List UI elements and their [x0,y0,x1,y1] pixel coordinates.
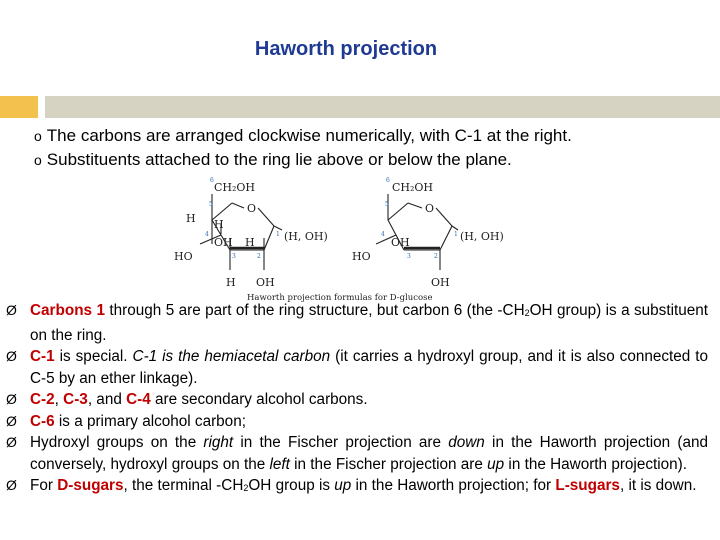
list-text: , it is down. [619,477,697,494]
list-item [6,432,708,475]
right-ho-label: HO [352,250,371,263]
list-text: in the Fischer projection are [289,455,488,473]
right-oh-label: OH [431,276,450,289]
left-oh-label: OH [256,276,275,289]
list-text: is special. [54,348,133,365]
intro-bullet-text: The carbons are arranged clockwise numerically, with C-1 at the right. [46,126,572,145]
list-text: (it carries a hydroxyl group, and it is also connected to C-5 by an ether linkage). [30,348,709,387]
arrow-bullet-icon: Ø [6,434,17,450]
left-h-label: H [214,218,224,231]
intro-bullet [34,148,572,172]
highlight-term: C-4 [126,391,151,408]
figure-caption: Haworth projection formulas for D-glucose [247,293,433,303]
list-text: , and [87,391,127,408]
slide-title: Haworth projection [254,38,438,60]
arrow-bullet-icon: Ø [6,302,17,318]
italic-text: up [334,477,352,494]
arrow-bullet-icon: Ø [6,412,17,429]
left-carbon-number: 1 [276,231,280,238]
highlight-term: C-3 [63,391,88,408]
highlight-term: L-sugars [555,477,620,494]
haworth-glucose-figure [172,174,524,306]
right-ring-oxygen-label: O [425,202,435,215]
list-item [6,475,708,500]
right-carbon-number: 1 [454,231,458,238]
left-carbon-number: 4 [205,231,209,238]
left-carbon-number: 2 [257,253,261,260]
left-carbon-number: 3 [232,253,236,260]
list-text: in the Haworth projection). [504,455,687,473]
right-carbon-number: 2 [434,253,438,260]
right-anomeric-label: (H, OH) [460,230,504,243]
right-carbon-number: 3 [407,253,411,260]
left-h-label: H [226,276,236,289]
list-text: OH group is [248,477,335,494]
list-text: Hydroxyl groups on the [30,434,204,451]
right-ch2oh-label: CH₂OH [392,181,434,194]
decorative-bar [45,96,720,118]
arrow-bullet-list [6,300,708,500]
left-oh-label: OH [214,236,233,249]
italic-text: right [203,434,234,451]
list-text: are secondary alcohol carbons. [150,391,368,408]
highlight-term: C-6 [30,412,55,430]
italic-text: C-1 is the hemiacetal carbon [132,348,331,365]
right-carbon-number: 6 [386,177,390,184]
right-carbon-number: 4 [381,231,385,238]
subscript: 2 [524,308,530,318]
left-anomeric-label: (H, OH) [284,230,328,243]
decorative-bar-accent [0,96,38,118]
italic-text: down [448,434,485,451]
list-text: , the terminal -CH [123,477,244,494]
circle-bullet-icon: o [34,152,42,168]
list-text: in the Fischer projection are [233,434,449,451]
list-item [6,346,708,389]
arrow-bullet-icon: Ø [6,477,17,493]
italic-text: left [269,455,290,473]
left-ch2oh-label: CH₂OH [214,181,256,194]
italic-text: up [487,455,505,473]
list-text: OH group) is a substituent on the ring. [30,302,709,344]
list-text: , [54,391,64,408]
list-text: For [30,477,58,494]
left-carbon-number: 6 [210,177,214,184]
list-item [6,300,708,346]
right-carbon-number: 5 [385,201,389,208]
highlight-term: C-1 [30,348,55,365]
list-item [6,411,708,433]
highlight-term: Carbons 1 [30,302,105,319]
left-ho-label: HO [174,250,193,263]
left-h-label: H [186,212,196,225]
right-oh-label: OH [391,236,410,249]
arrow-bullet-icon: Ø [6,391,17,407]
list-text: in the Haworth projection (and conversely, hydroxyl groups on the [30,434,708,473]
intro-bullet-list [34,124,572,172]
highlight-term: D-sugars [57,477,124,494]
left-h-label: H [245,236,255,249]
intro-bullet [34,124,572,148]
list-item [6,389,708,411]
subscript: 2 [243,483,249,493]
circle-bullet-icon: o [34,128,42,144]
list-text: is a primary alcohol carbon; [54,412,246,430]
list-text: in the Haworth projection; for [351,477,556,494]
intro-bullet-text: Substituents attached to the ring lie above or below the plane. [46,150,512,169]
left-carbon-number: 5 [209,201,213,208]
list-text: through 5 are part of the ring structure, but carbon 6 (the -CH [104,302,525,319]
arrow-bullet-icon: Ø [6,348,17,364]
left-ring-oxygen-label: O [247,202,257,215]
highlight-term: C-2 [30,391,55,408]
